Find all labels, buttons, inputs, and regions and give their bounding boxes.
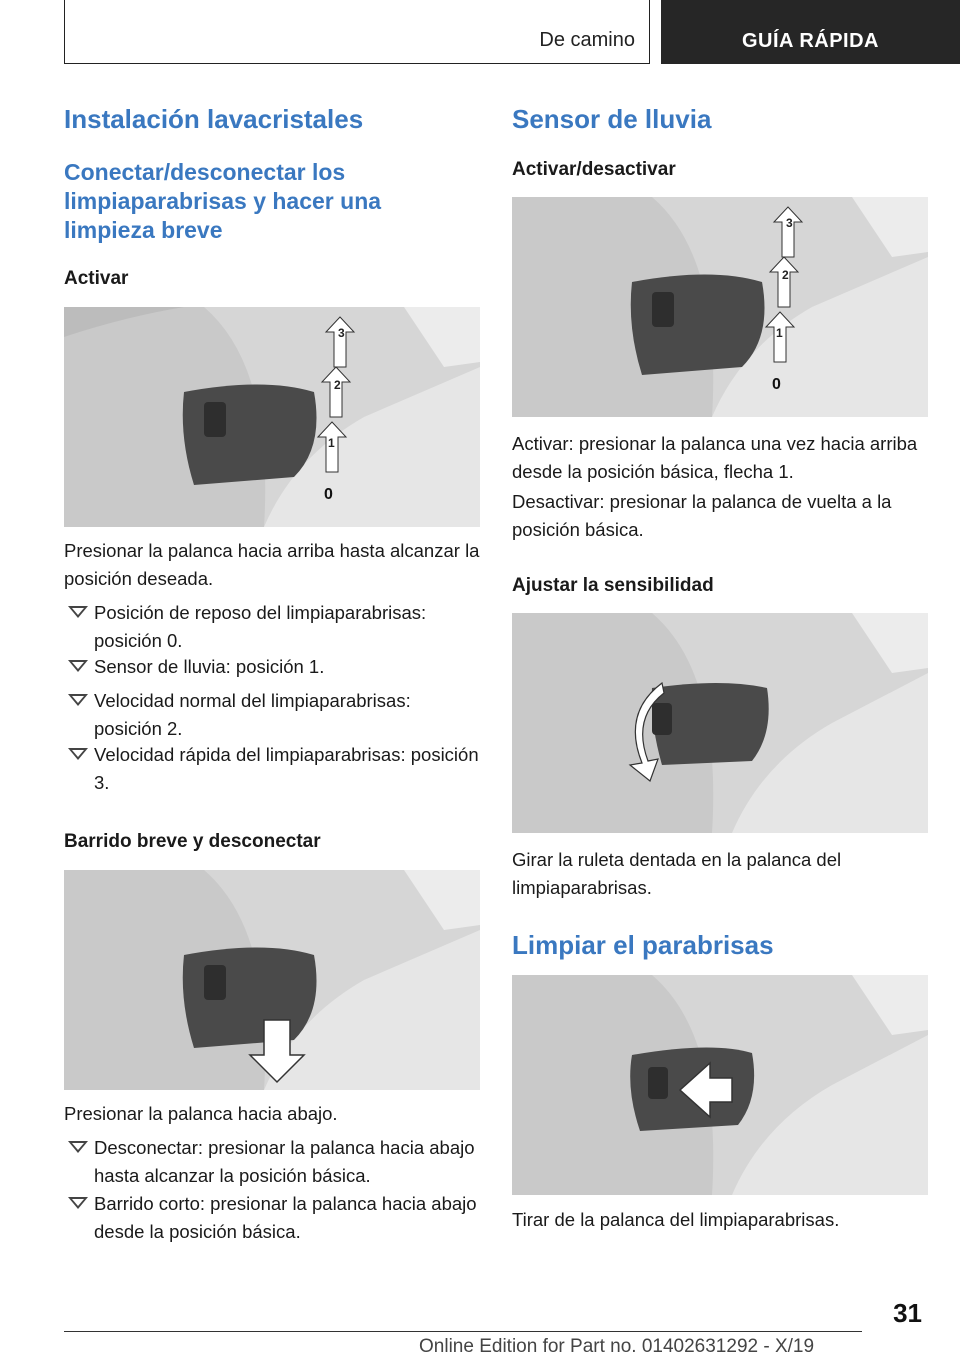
fig-label-0: 0: [772, 376, 781, 393]
bullet-triangle-icon: [68, 1197, 88, 1209]
header-guide-label: GUÍA RÁPIDA: [742, 30, 879, 52]
header-section-tab: [64, 0, 650, 64]
bullet-pos2: Velocidad normal del limpiaparabrisas: posición 2.: [64, 687, 482, 743]
rain-desactivar-text: Desactivar: presionar la palanca de vuelta a la posición básica.: [512, 491, 892, 540]
fig-label-2: 2: [782, 268, 789, 282]
figure-pull-lever: [512, 975, 928, 1195]
header-section-label: De camino: [539, 29, 635, 51]
fig-label-2: 2: [334, 378, 341, 392]
bullet-pos0: Posición de reposo del limpiaparabrisas: posición 0.: [64, 599, 482, 655]
section-title: Instalación lavacristales: [64, 104, 364, 134]
rain-activar-heading: Activar/desactivar: [512, 159, 676, 180]
rain-lever-illustration: [512, 197, 928, 417]
bullet-pos3: Velocidad rápida del limpiaparabrisas: posición 3.: [64, 741, 482, 797]
lever-down-illustration: [64, 870, 480, 1090]
bullet-triangle-icon: [68, 660, 88, 672]
barrido-text: Presionar la palanca hacia abajo.: [64, 1103, 338, 1124]
rain-sensor-title: Sensor de lluvia: [512, 104, 712, 134]
lever-up-illustration: [64, 307, 480, 527]
bullet-barrido-corto: Barrido corto: presionar la palanca hacia abajo desde la posición básica.: [64, 1190, 482, 1246]
footer-edition: Online Edition for Part no. 01402631292 - X/19: [419, 1336, 815, 1357]
sensitivity-heading: Ajustar la sensibilidad: [512, 575, 714, 596]
pull-lever-text: Tirar de la palanca del limpiaparabrisas.: [512, 1209, 840, 1230]
pull-lever-illustration: [512, 975, 928, 1195]
clean-windshield-title: Limpiar el parabrisas: [512, 930, 774, 960]
fig-label-1: 1: [328, 436, 335, 450]
bullet-pos1: Sensor de lluvia: posición 1.: [64, 653, 482, 681]
footer-divider: [64, 1331, 862, 1332]
bullet-triangle-icon: [68, 1141, 88, 1153]
rain-activar-text: Activar: presionar la palanca una vez hacia arriba desde la posición básica, flecha 1.: [512, 433, 918, 482]
fig-label-0: 0: [324, 486, 333, 503]
barrido-heading: Barrido breve y desconectar: [64, 831, 321, 852]
fig-label-1: 1: [776, 326, 783, 340]
fig-label-3: 3: [338, 326, 345, 340]
sensitivity-text: Girar la ruleta dentada en la palanca del limpiaparabrisas.: [512, 849, 842, 898]
fig-label-3: 3: [786, 216, 793, 230]
figure-lever-up: [64, 307, 480, 527]
activar-heading: Activar: [64, 268, 129, 289]
figure-sensitivity-wheel: [512, 613, 928, 833]
bullet-desconectar: Desconectar: presionar la palanca hacia abajo hasta alcanzar la posición básica.: [64, 1134, 482, 1190]
figure-lever-down: [64, 870, 480, 1090]
header-guide-tab: [661, 0, 960, 64]
sensitivity-wheel-illustration: [512, 613, 928, 833]
bullet-triangle-icon: [68, 606, 88, 618]
figure-rain-sensor-lever: [512, 197, 928, 417]
page-number: 31: [893, 1298, 922, 1328]
activar-text: Presionar la palanca hacia arriba hasta alcanzar la posición deseada.: [64, 540, 480, 589]
bullet-triangle-icon: [68, 748, 88, 760]
subsection-title: Conectar/desconectar los limpiaparabrisas y hacer una limpieza breve: [64, 159, 382, 243]
bullet-triangle-icon: [68, 694, 88, 706]
